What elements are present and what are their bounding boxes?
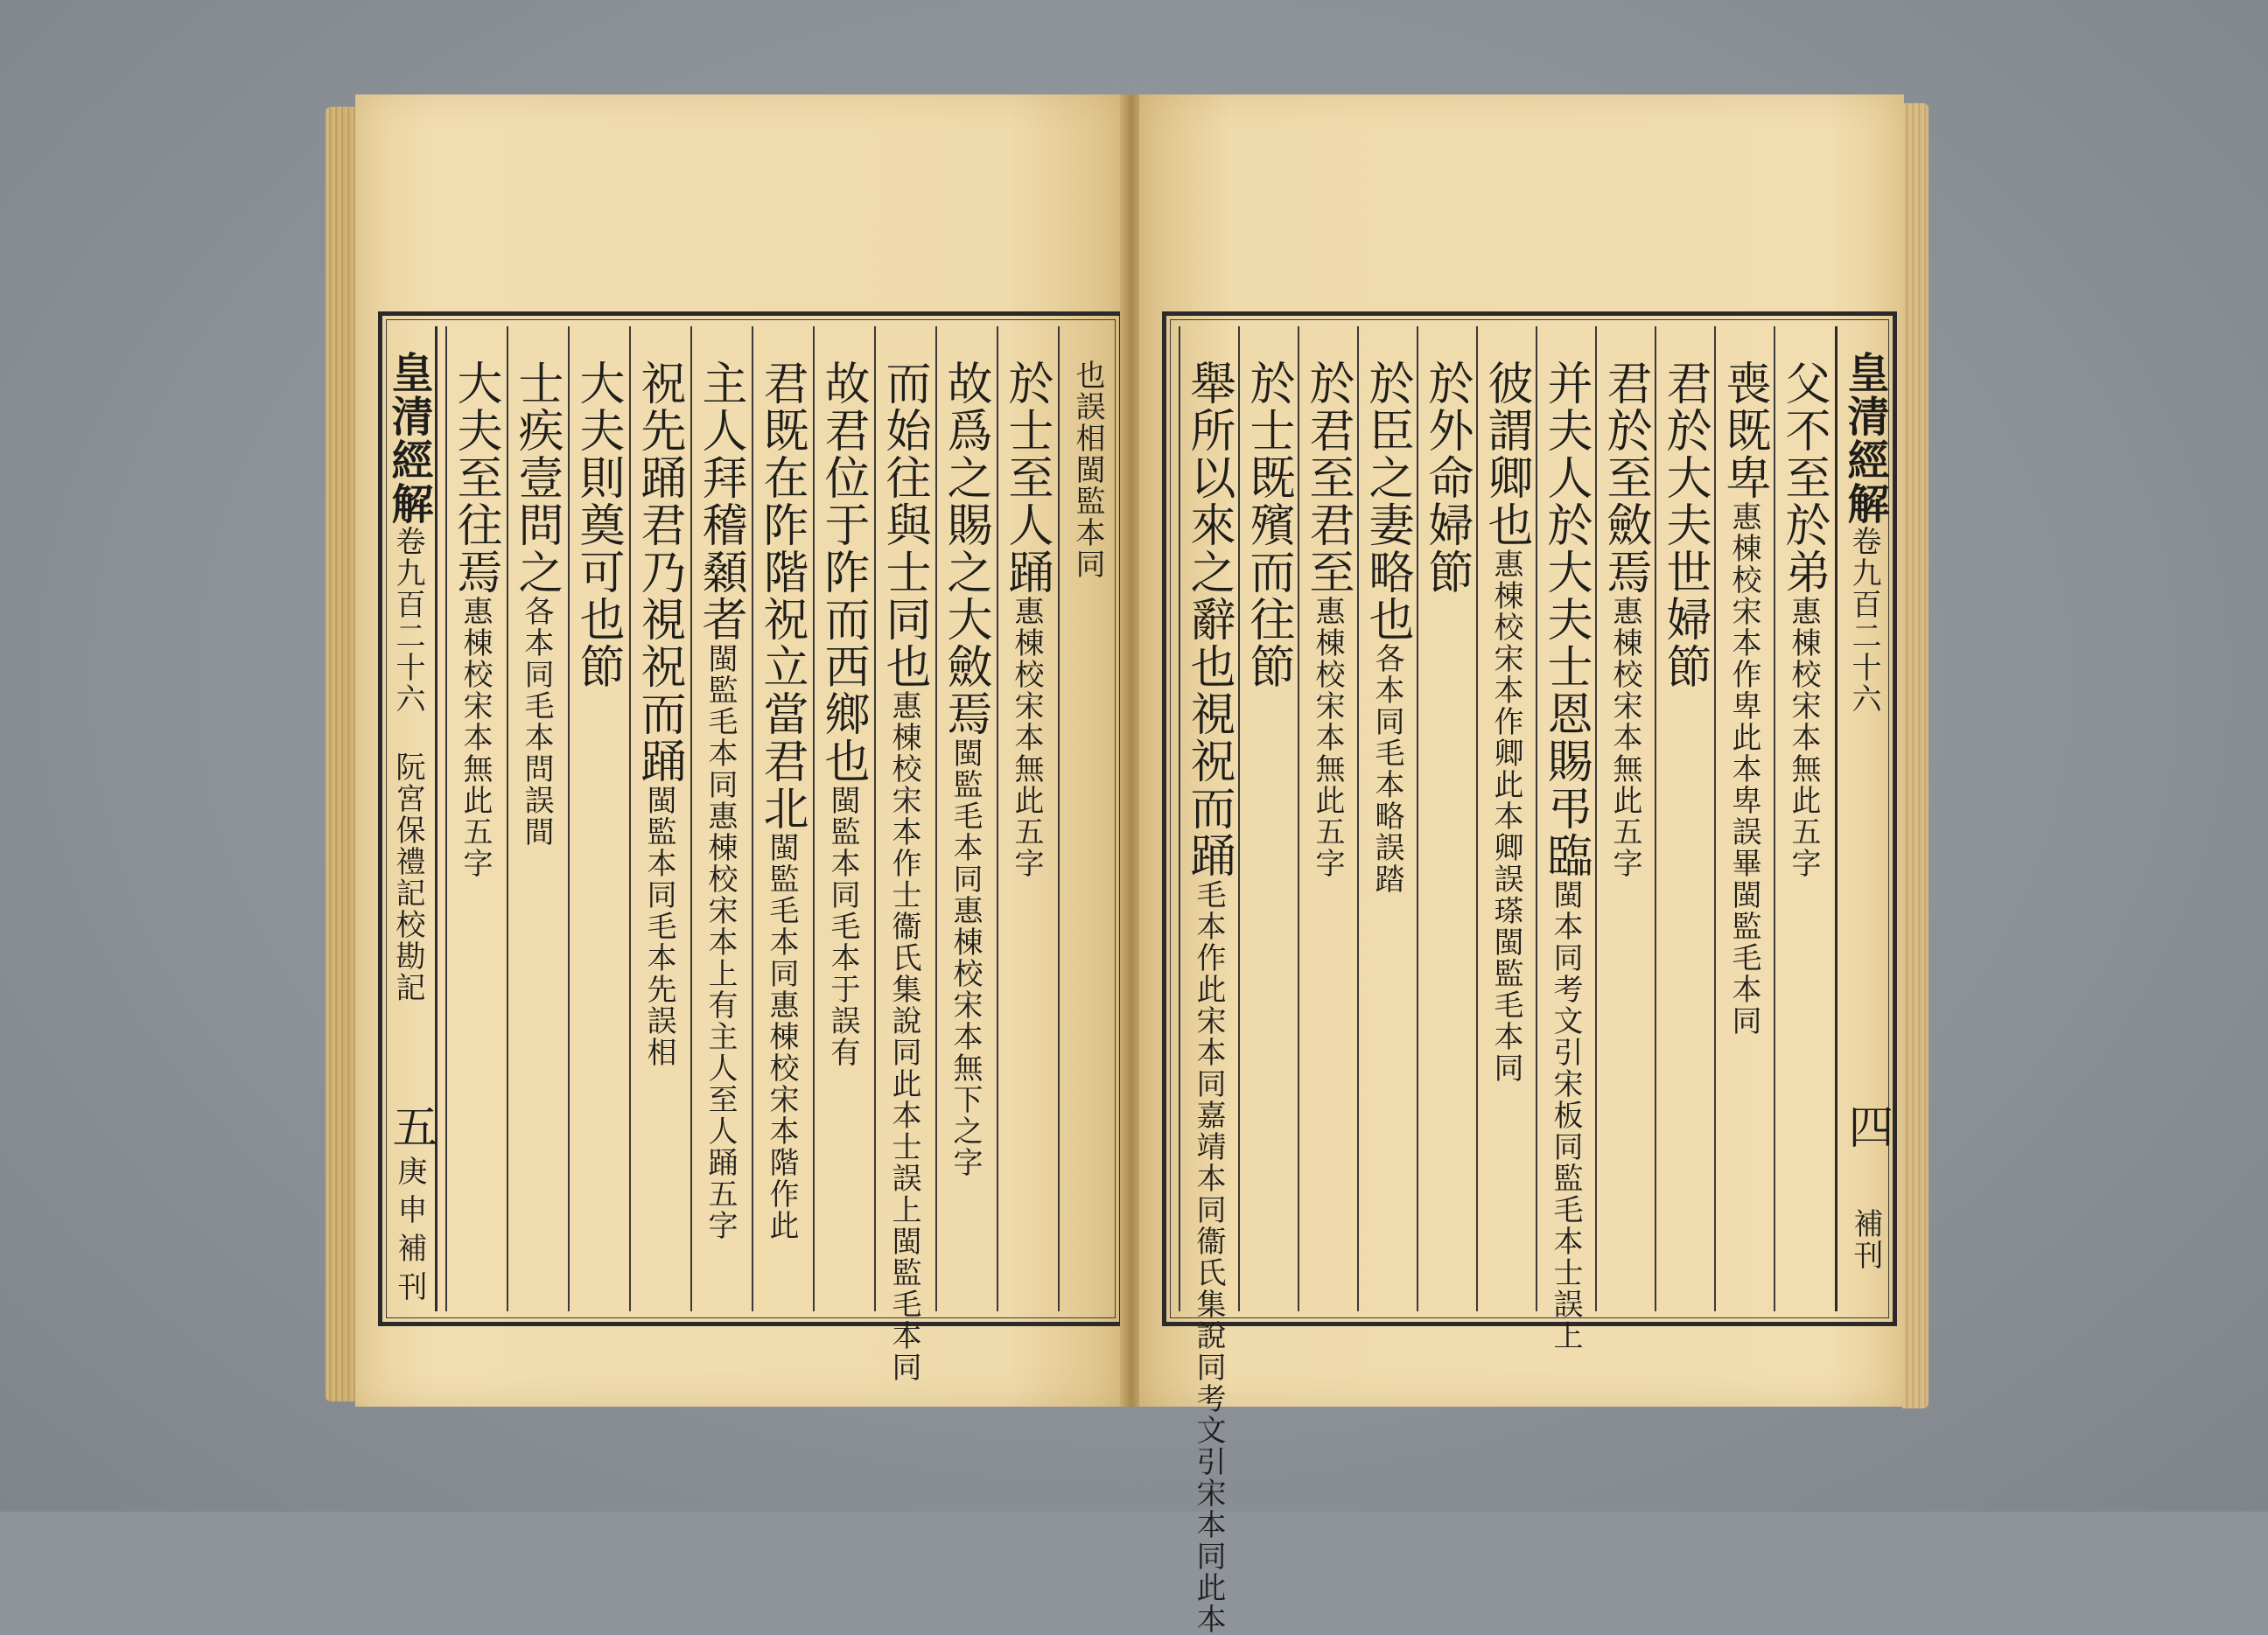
column-main-text: 於士既殯而往節 bbox=[1242, 360, 1294, 690]
text-column bbox=[633, 360, 685, 1068]
column-annotation: 惠棟校宋本無此五字 bbox=[1009, 596, 1044, 879]
column-main-text: 故君位于阼而西鄉也 bbox=[816, 360, 869, 785]
column-rule bbox=[1774, 326, 1775, 1311]
column-rule bbox=[1357, 326, 1359, 1311]
text-column bbox=[1539, 360, 1592, 1352]
column-annotation: 惠棟校宋本無此五字 bbox=[458, 596, 493, 879]
column-main-text: 君既在阼階祝立當君北 bbox=[755, 360, 808, 832]
text-column bbox=[449, 360, 501, 879]
right-margin-title: 皇清經解 bbox=[1840, 351, 1889, 526]
column-main-text: 而始往與士同也 bbox=[878, 360, 930, 690]
column-rule bbox=[997, 326, 998, 1311]
text-column bbox=[939, 360, 991, 1178]
column-main-text: 大夫則奠可也節 bbox=[571, 360, 624, 690]
column-annotation: 閩本同考文引宋板同監毛本士誤上 bbox=[1548, 879, 1583, 1352]
text-column bbox=[571, 360, 624, 690]
right-margin-note: 補刊 bbox=[1848, 1208, 1883, 1271]
column-rule bbox=[1714, 326, 1716, 1311]
column-rule bbox=[1655, 326, 1656, 1311]
column-main-text: 於外命婦節 bbox=[1420, 360, 1473, 596]
column-rule bbox=[935, 326, 937, 1311]
column-rule bbox=[690, 326, 692, 1311]
column-rule bbox=[1536, 326, 1537, 1311]
column-rule bbox=[813, 326, 815, 1311]
column-rule bbox=[1058, 326, 1060, 1311]
left-margin-note: 庚申補刊 bbox=[392, 1156, 427, 1310]
column-main-text: 於士至人踊 bbox=[1000, 360, 1053, 596]
column-rule bbox=[1417, 326, 1418, 1311]
column-main-text: 君於大夫世婦節 bbox=[1658, 360, 1711, 690]
column-rule bbox=[445, 326, 447, 1311]
text-column bbox=[1000, 360, 1053, 879]
column-main-text: 父不至於弟 bbox=[1777, 360, 1830, 596]
left-margin-title: 皇清經解 bbox=[384, 351, 433, 526]
right-page-stack bbox=[1902, 103, 1928, 1408]
column-main-text: 喪既卑 bbox=[1718, 360, 1770, 501]
text-column bbox=[1777, 360, 1830, 879]
column-annotation: 惠棟校宋本作卿此本卿誤瑹閩監毛本同 bbox=[1488, 548, 1523, 1084]
text-column bbox=[816, 360, 869, 1068]
left-margin-volume: 卷九百二十六 阮宮保禮記校勘記 bbox=[390, 526, 425, 1003]
column-rule bbox=[1476, 326, 1478, 1311]
right-page bbox=[1139, 94, 1904, 1635]
text-column bbox=[878, 360, 930, 1383]
column-main-text: 舉所以來之辭也視祝而踊 bbox=[1182, 360, 1235, 879]
left-banxin-divider bbox=[435, 326, 438, 1311]
text-column bbox=[1420, 360, 1473, 596]
column-rule bbox=[752, 326, 753, 1311]
column-annotation: 閩監本同毛本于誤有 bbox=[825, 785, 860, 1068]
text-column bbox=[1361, 360, 1413, 895]
column-annotation: 毛本作此宋本同嘉靖本同衞氏集說同考文引宋本同此本 bbox=[1191, 879, 1226, 1635]
open-book bbox=[326, 94, 1928, 1635]
column-annotation: 惠棟校宋本無此五字 bbox=[1786, 596, 1821, 879]
text-column bbox=[1065, 360, 1110, 580]
column-annotation: 閩監毛本同惠棟校宋本無下之字 bbox=[948, 737, 983, 1178]
column-main-text: 士疾壹問之 bbox=[510, 360, 563, 596]
text-column bbox=[1301, 360, 1354, 879]
left-page bbox=[355, 94, 1124, 1407]
column-main-text: 并夫人於大夫士恩賜弔臨 bbox=[1539, 360, 1592, 879]
text-column bbox=[1599, 360, 1651, 879]
column-annotation: 也誤相閩監本同 bbox=[1070, 360, 1105, 580]
column-rule bbox=[874, 326, 876, 1311]
column-main-text: 君於至斂焉 bbox=[1599, 360, 1651, 596]
column-annotation: 惠棟校宋本無此五字 bbox=[1310, 596, 1345, 879]
column-rule bbox=[1179, 326, 1180, 1311]
column-rule bbox=[629, 326, 631, 1311]
column-rule bbox=[1238, 326, 1240, 1311]
column-annotation: 閩監本同毛本先誤相 bbox=[641, 785, 676, 1068]
right-print-frame bbox=[1162, 311, 1897, 1635]
column-main-text: 大夫至往焉 bbox=[449, 360, 501, 596]
column-annotation: 惠棟校宋本作士衞氏集說同此本士誤上閩監毛本同 bbox=[886, 690, 921, 1383]
text-column bbox=[510, 360, 563, 848]
column-main-text: 祝先踊君乃視祝而踊 bbox=[633, 360, 685, 785]
column-annotation: 各本同毛本問誤間 bbox=[519, 596, 554, 848]
column-rule bbox=[568, 326, 570, 1311]
text-column bbox=[1182, 360, 1235, 1635]
column-annotation: 閩監毛本同惠棟校宋本上有主人至人踊五字 bbox=[703, 643, 738, 1241]
text-column bbox=[1658, 360, 1711, 690]
column-main-text: 彼謂卿也 bbox=[1480, 360, 1532, 548]
text-column bbox=[1480, 360, 1532, 1084]
right-margin-volume: 卷九百二十六 bbox=[1846, 526, 1881, 715]
left-margin-folio: 五 bbox=[384, 1103, 437, 1150]
column-rule bbox=[1595, 326, 1597, 1311]
column-main-text: 於君至君至 bbox=[1301, 360, 1354, 596]
column-rule bbox=[1298, 326, 1299, 1311]
right-margin-folio: 四 bbox=[1840, 1103, 1893, 1150]
column-main-text: 故爲之賜之大斂焉 bbox=[939, 360, 991, 737]
right-banxin-divider bbox=[1835, 326, 1838, 1311]
text-column bbox=[694, 360, 746, 1241]
text-column bbox=[1718, 360, 1770, 1037]
column-annotation: 各本同毛本略誤踏 bbox=[1369, 643, 1404, 895]
column-main-text: 主人拜稽顙者 bbox=[694, 360, 746, 643]
column-annotation: 惠棟校宋本無此五字 bbox=[1607, 596, 1642, 879]
text-column bbox=[1242, 360, 1294, 690]
column-annotation: 閩監毛本同惠棟校宋本階作此 bbox=[764, 832, 799, 1241]
text-column bbox=[755, 360, 808, 1241]
left-print-frame bbox=[378, 311, 1124, 1383]
column-rule bbox=[507, 326, 508, 1311]
column-annotation: 惠棟校宋本作卑此本卑誤畢閩監毛本同 bbox=[1726, 501, 1761, 1037]
column-main-text: 於臣之妻略也 bbox=[1361, 360, 1413, 643]
